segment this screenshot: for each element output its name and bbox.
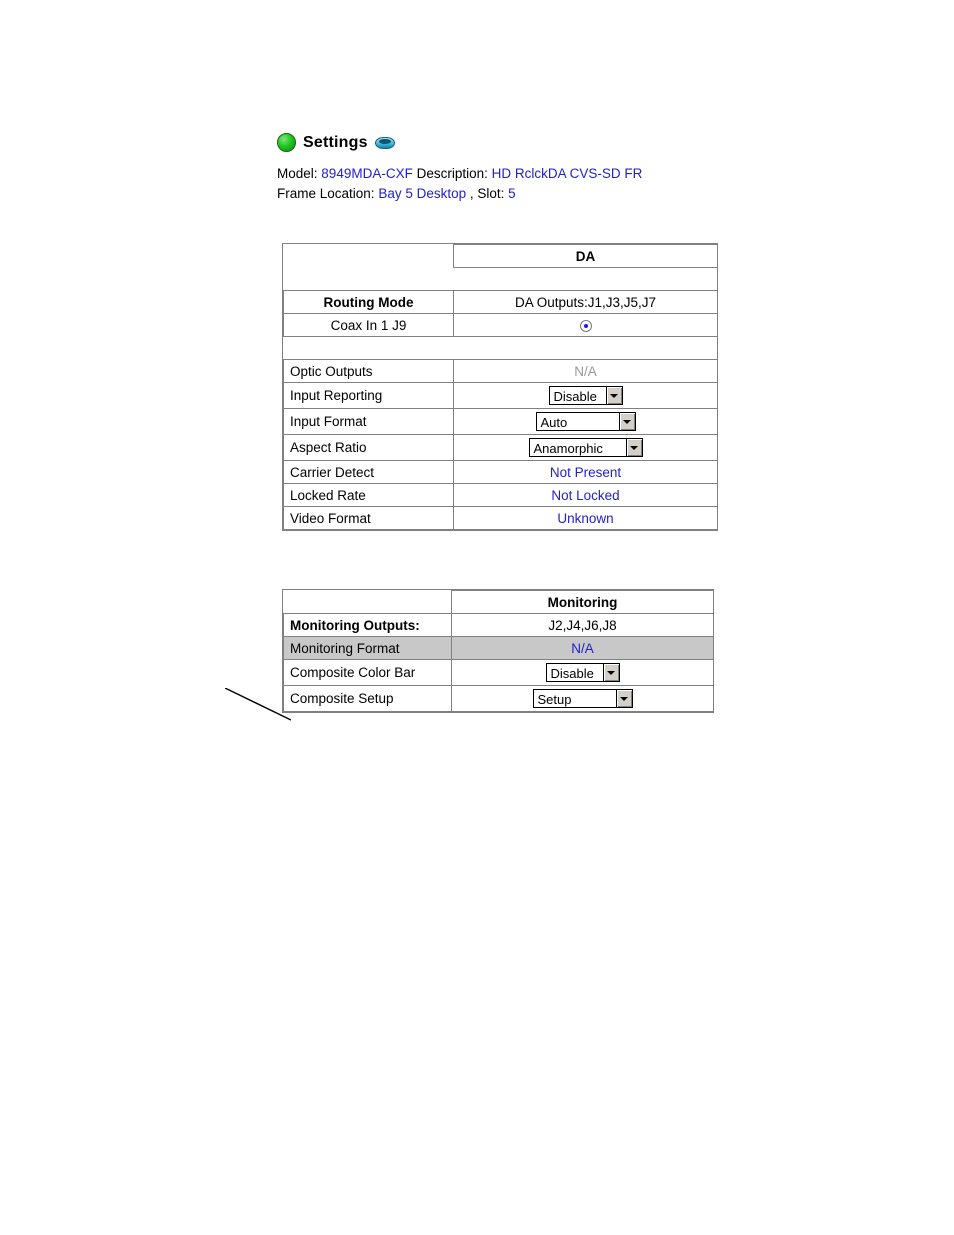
table-row <box>284 409 718 435</box>
monitoring-format-label: Monitoring Format <box>284 637 452 660</box>
slot-value: 5 <box>508 186 516 201</box>
input-format-cell <box>454 409 718 435</box>
table-row <box>284 686 714 712</box>
table-row <box>284 360 718 383</box>
aspect-ratio-value: Anamorphic <box>533 440 603 456</box>
model-value: 8949MDA-CXF <box>321 166 413 181</box>
da-settings-table <box>283 244 718 530</box>
table-row <box>284 507 718 530</box>
table-row <box>284 614 714 637</box>
monitoring-title-cell: Monitoring <box>452 591 714 614</box>
composite-setup-cell <box>452 686 714 712</box>
slot-label: , Slot: <box>469 186 505 201</box>
chevron-down-icon[interactable] <box>606 387 622 404</box>
table-row <box>284 435 718 461</box>
table-row <box>284 660 714 686</box>
model-description-line <box>277 164 642 184</box>
input-reporting-value: Disable <box>553 388 597 404</box>
aspect-ratio-label: Aspect Ratio <box>284 435 454 461</box>
callout-pointer-line <box>225 688 291 722</box>
frame-location-label: Frame Location: <box>277 186 375 201</box>
carrier-detect-value: Not Present <box>454 461 718 484</box>
chevron-down-icon[interactable] <box>616 690 632 707</box>
input-reporting-cell <box>454 383 718 409</box>
table-row <box>284 461 718 484</box>
composite-color-bar-value: Disable <box>550 665 594 681</box>
carrier-detect-label: Carrier Detect <box>284 461 454 484</box>
device-metadata <box>277 164 642 204</box>
aspect-ratio-cell <box>454 435 718 461</box>
page-title: Settings <box>303 133 368 151</box>
monitoring-format-value: N/A <box>452 637 714 660</box>
table-row <box>284 637 714 660</box>
input-format-value: Auto <box>540 414 568 430</box>
da-title-cell: DA <box>454 245 718 268</box>
table-row-monitoring-title <box>284 591 714 614</box>
frame-location-line <box>277 184 642 204</box>
routing-mode-value: DA Outputs:J1,J3,J5,J7 <box>454 291 718 314</box>
da-title-spacer <box>284 245 454 268</box>
description-value: HD RclckDA CVS-SD FR <box>491 166 643 181</box>
composite-setup-select[interactable] <box>533 689 633 708</box>
input-format-select[interactable] <box>536 412 636 431</box>
locked-rate-value: Not Locked <box>454 484 718 507</box>
coax-in-radio[interactable] <box>580 320 592 332</box>
video-format-value: Unknown <box>454 507 718 530</box>
input-reporting-select[interactable] <box>549 386 623 405</box>
composite-color-bar-cell <box>452 660 714 686</box>
composite-setup-label: Composite Setup <box>284 686 452 712</box>
model-label: Model: <box>277 166 318 181</box>
table-row-da-title <box>284 245 718 268</box>
routing-mode-label: Routing Mode <box>284 291 454 314</box>
frame-location-value: Bay 5 Desktop <box>378 186 467 201</box>
aspect-ratio-select[interactable] <box>529 438 643 457</box>
table-row-coax-in <box>284 314 718 337</box>
input-reporting-label: Input Reporting <box>284 383 454 409</box>
monitoring-outputs-label: Monitoring Outputs: <box>284 614 452 637</box>
optic-outputs-label: Optic Outputs <box>284 360 454 383</box>
locked-rate-label: Locked Rate <box>284 484 454 507</box>
coax-in-label: Coax In 1 J9 <box>284 314 454 337</box>
input-format-label: Input Format <box>284 409 454 435</box>
da-settings-panel <box>282 243 718 531</box>
green-status-led-icon <box>277 133 296 152</box>
monitoring-settings-table <box>283 590 714 712</box>
chevron-down-icon[interactable] <box>626 439 642 456</box>
monitoring-outputs-value: J2,J4,J6,J8 <box>452 614 714 637</box>
table-row <box>284 383 718 409</box>
video-format-label: Video Format <box>284 507 454 530</box>
table-row-routing-mode <box>284 291 718 314</box>
dish-icon[interactable] <box>375 135 395 150</box>
composite-setup-value: Setup <box>537 691 572 707</box>
optic-outputs-value: N/A <box>454 360 718 383</box>
chevron-down-icon[interactable] <box>619 413 635 430</box>
table-row <box>284 484 718 507</box>
coax-in-radio-cell[interactable] <box>454 314 718 337</box>
composite-color-bar-label: Composite Color Bar <box>284 660 452 686</box>
monitoring-title-spacer <box>284 591 452 614</box>
chevron-down-icon[interactable] <box>603 664 619 681</box>
spacer-row <box>284 268 718 291</box>
settings-header <box>277 133 395 152</box>
spacer-row <box>284 337 718 360</box>
composite-color-bar-select[interactable] <box>546 663 620 682</box>
description-label: Description: <box>416 166 488 181</box>
monitoring-settings-panel <box>282 589 714 713</box>
